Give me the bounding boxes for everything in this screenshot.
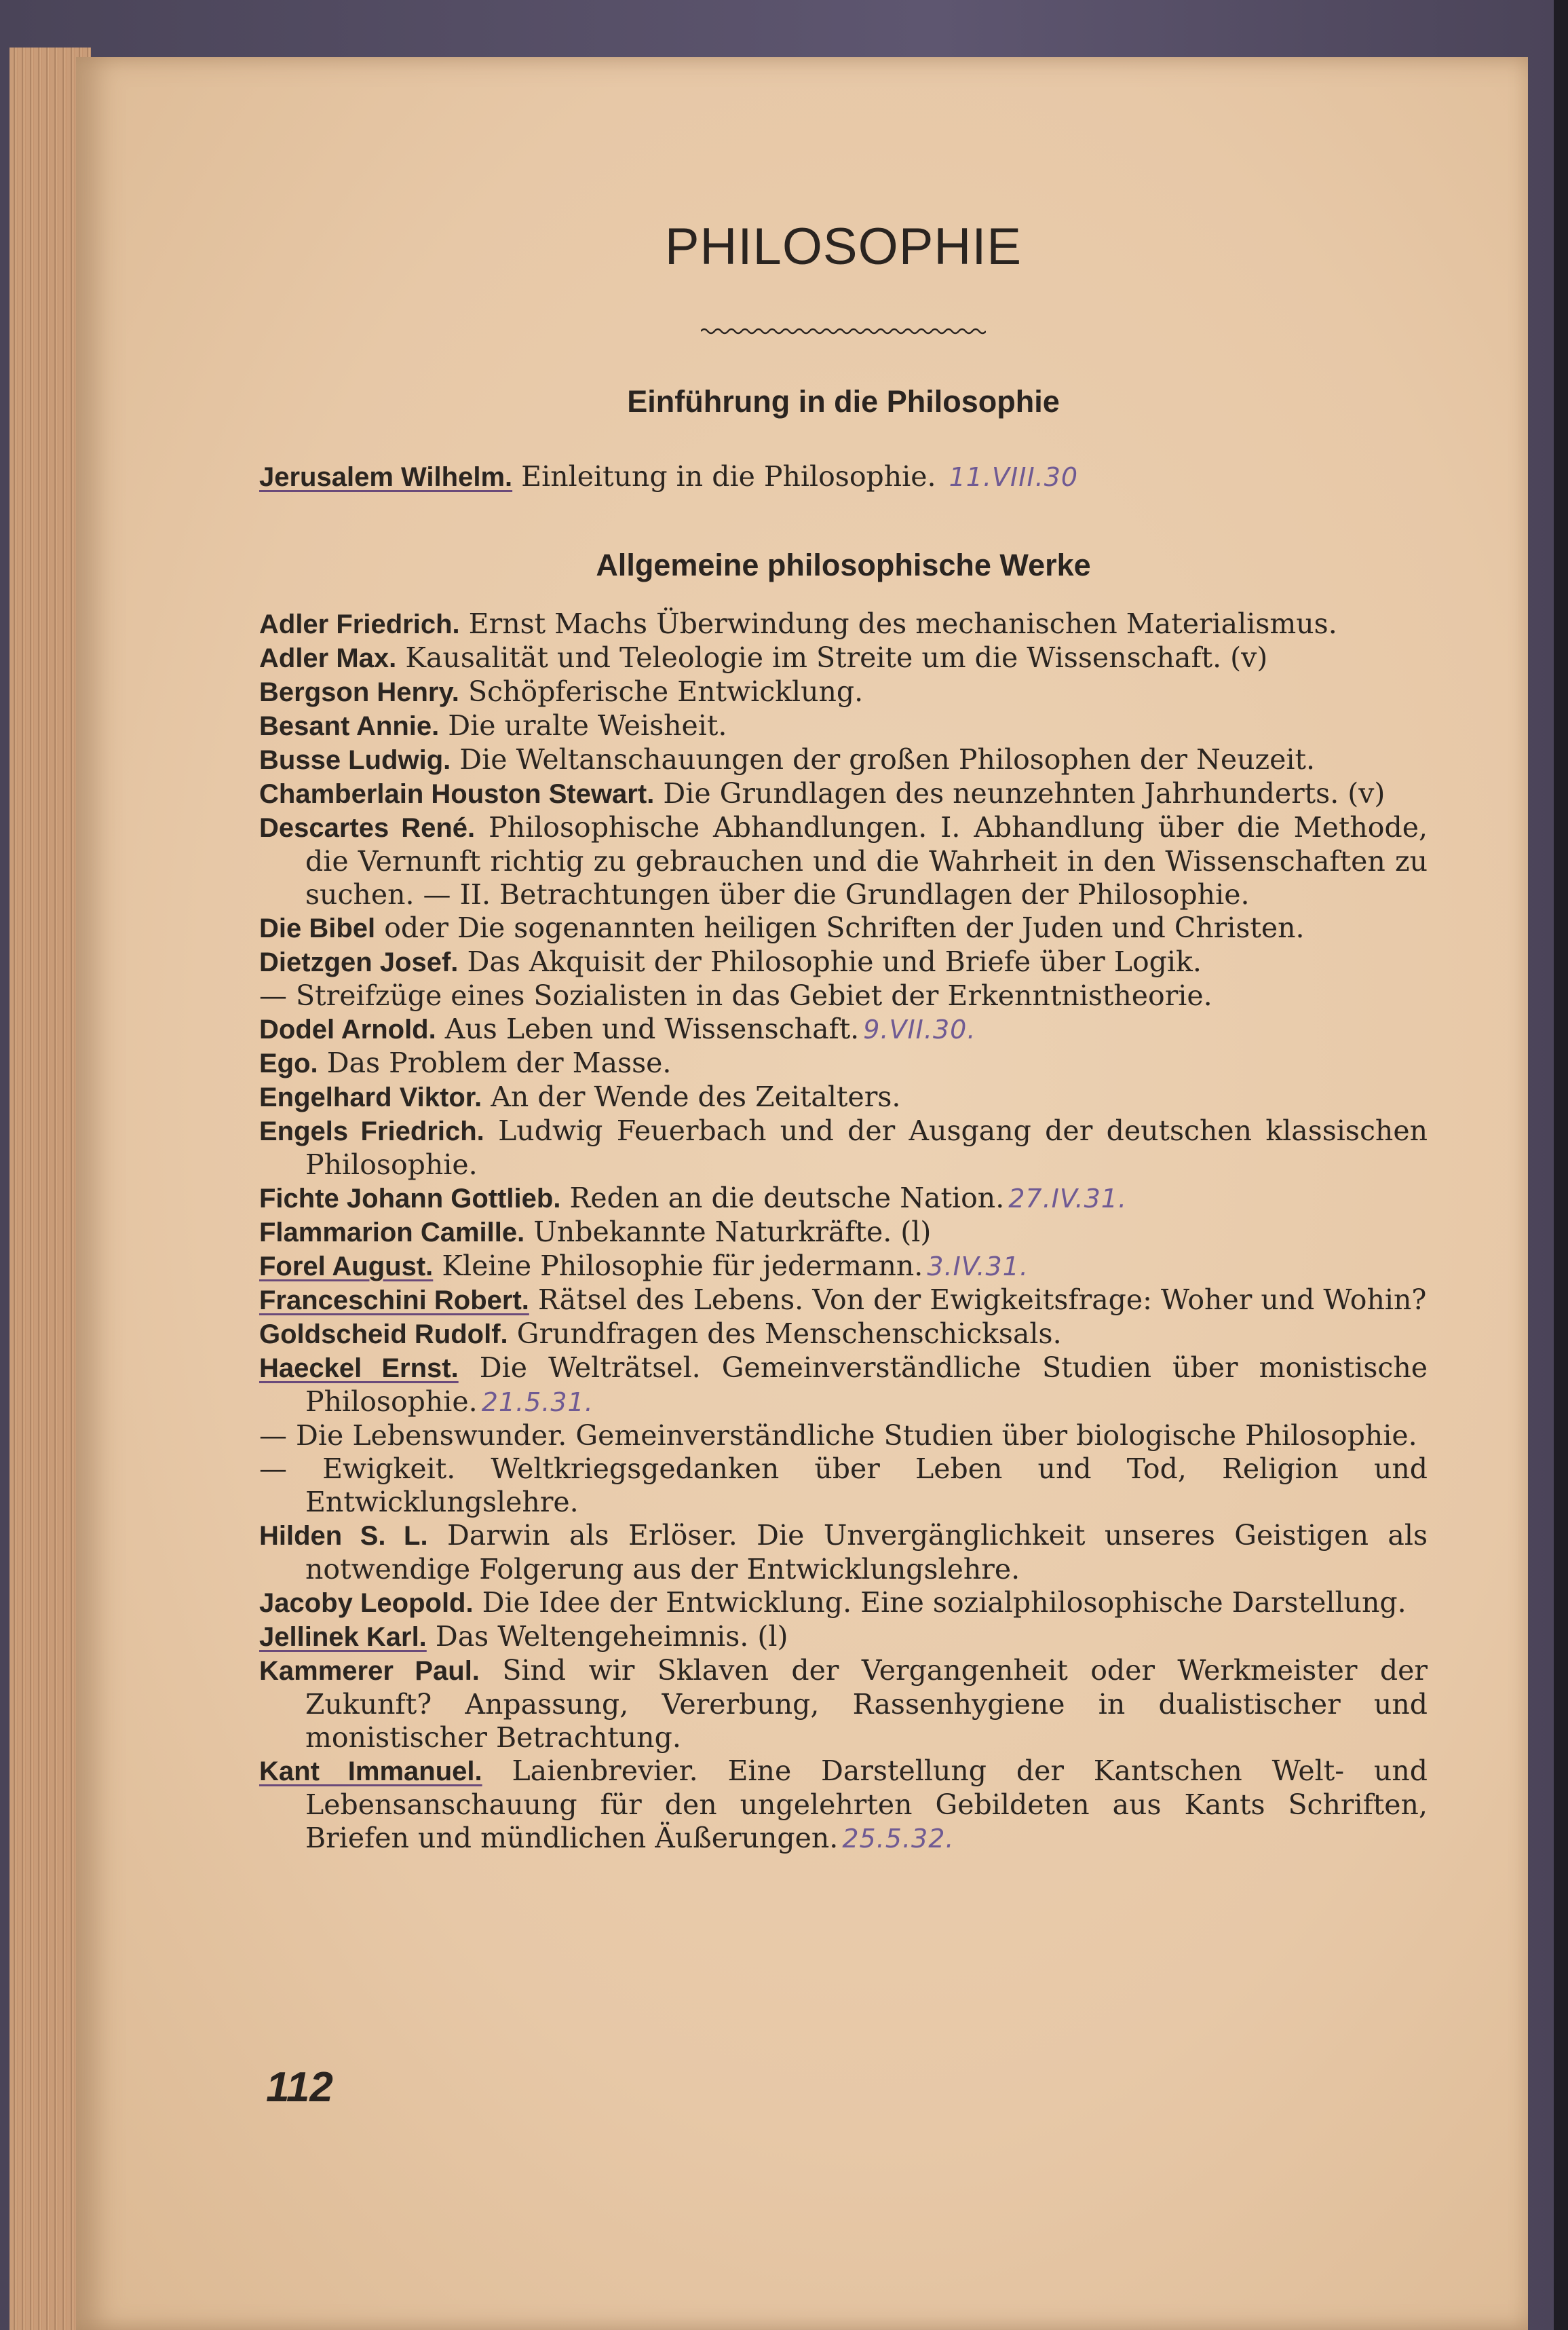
entry-author: Adler Max. (259, 643, 397, 673)
entry-work: Die Grundlagen des neunzehnten Jahrhunderts. (v) (663, 777, 1385, 810)
entry-work: Die Weltanschauungen der großen Philosophen der Neuzeit. (459, 743, 1316, 776)
entry-work: Das Akquisit der Philosophie und Briefe über Logik. (467, 945, 1202, 978)
pencil-note: 25.5.32. (842, 1824, 955, 1854)
pencil-note: 9.VII.30. (863, 1015, 976, 1045)
pencil-note: 21.5.31. (481, 1387, 594, 1417)
entry-work: Reden an die deutsche Nation. (569, 1182, 1005, 1214)
list-item (259, 1351, 1428, 1419)
entry-author: Engels Friedrich. (259, 1116, 484, 1146)
entry-work: Die Welträtsel. Gemeinverständliche Studien über monistische Philosophie. (305, 1351, 1428, 1418)
entry-work: Sind wir Sklaven der Vergangenheit oder Werkmeister der Zukunft? Anpassung, Vererbung, Rassenhygiene in dualistischer und monistischer Betrachtung. (305, 1654, 1428, 1754)
entry-work: Darwin als Erlöser. Die Unvergänglichkeit unseres Geistigen als notwendige Folgerung aus der Entwicklungslehre. (305, 1519, 1428, 1585)
list-item (259, 1754, 1428, 1856)
list-item (259, 1317, 1428, 1351)
entry-work: Kausalität und Teleologie im Streite um die Wissenschaft. (v) (405, 641, 1268, 674)
list-item (259, 1419, 1428, 1452)
pencil-note: 3.IV.31. (927, 1252, 1029, 1281)
entry-author: Hilden S. L. (259, 1521, 428, 1551)
entry-work: — Ewigkeit. Weltkriegsgedanken über Leben und Tod, Religion und Entwicklungslehre. (259, 1452, 1428, 1518)
entry-author: Die Bibel (259, 914, 376, 943)
list-item (259, 945, 1428, 979)
entry-author: Dietzgen Josef. (259, 947, 459, 977)
entry-work: Die uralte Weisheit. (448, 709, 727, 742)
list-item (259, 912, 1428, 945)
entry-work: Laienbrevier. Eine Darstellung der Kantschen Welt- und Lebensanschauung für den ungelehrten Gebildeten aus Kants Schriften, Briefen und mündlichen Äußerungen. (305, 1754, 1428, 1854)
entry-author: Dodel Arnold. (259, 1015, 436, 1045)
entry-work: Philosophische Abhandlungen. I. Abhandlung über die Methode, die Vernunft richtig zu gebrauchen und die Wahrheit in den Wissenschaften zu suchen. — II. Betrachtungen über die Grundlagen der Philosophie. (305, 811, 1428, 911)
entry-work: Ernst Machs Überwindung des mechanischen Materialismus. (468, 607, 1337, 640)
section-heading-general-works: Allgemeine philosophische Werke (596, 548, 1091, 582)
entry-author: Haeckel Ernst. (259, 1353, 459, 1383)
entry-work: — Die Lebenswunder. Gemeinverständliche Studien über biologische Philosophie. (259, 1419, 1417, 1452)
entry-list (259, 607, 1428, 1856)
list-item (259, 709, 1428, 743)
entry-work: — Streifzüge eines Sozialisten in das Gebiet der Erkenntnistheorie. (259, 979, 1212, 1012)
entry-author: Busse Ludwig. (259, 745, 451, 775)
entry-author: Adler Friedrich. (259, 609, 460, 639)
entry-work: Rätsel des Lebens. Von der Ewigkeitsfrage: Woher und Wohin? (537, 1283, 1427, 1316)
entry-work: Ludwig Feuerbach und der Ausgang der deutschen klassischen Philosophie. (305, 1114, 1428, 1181)
section-heading-introduction: Einführung in die Philosophie (627, 384, 1060, 419)
list-item (259, 777, 1428, 811)
list-item (259, 1216, 1428, 1249)
entry-work: Die Idee der Entwicklung. Eine sozialphilosophische Darstellung. (482, 1586, 1407, 1619)
entry-author: Goldscheid Rudolf. (259, 1319, 508, 1349)
entry-work: Das Weltengeheimnis. (l) (435, 1620, 788, 1653)
entry-work: An der Wende des Zeitalters. (491, 1081, 901, 1113)
list-item (259, 1249, 1428, 1283)
list-item (259, 1586, 1428, 1620)
list-item (259, 1452, 1428, 1519)
entry-author: Descartes René. (259, 813, 476, 843)
entry-author: Fichte Johann Gottlieb. (259, 1184, 561, 1214)
list-item (259, 1519, 1428, 1586)
entry-author: Forel August. (259, 1252, 434, 1281)
entry-author: Jacoby Leopold. (259, 1588, 474, 1618)
entry-author: Bergson Henry. (259, 677, 459, 707)
pencil-note: 27.IV.31. (1008, 1184, 1128, 1214)
list-item (259, 1182, 1428, 1216)
entry-author: Chamberlain Houston Stewart. (259, 779, 655, 809)
page-content (259, 217, 1428, 1856)
entry-work: Unbekannte Naturkräfte. (l) (533, 1216, 932, 1248)
list-item (259, 1114, 1428, 1182)
entry-work: Das Problem der Masse. (326, 1047, 672, 1079)
entry-author: Jerusalem Wilhelm. (259, 462, 513, 492)
list-item (259, 1047, 1428, 1081)
list-item (259, 743, 1428, 777)
page-title: PHILOSOPHIE (664, 218, 1022, 276)
entry-author: Ego. (259, 1049, 318, 1078)
list-item (259, 607, 1428, 641)
entry-author: Kant Immanuel. (259, 1756, 482, 1786)
page-number: 112 (266, 2064, 333, 2111)
entry-work: Kleine Philosophie für jedermann. (442, 1249, 923, 1282)
list-item (259, 1013, 1428, 1047)
list-item (259, 675, 1428, 709)
list-item (259, 1620, 1428, 1654)
entry-work: Schöpferische Entwicklung. (467, 675, 864, 708)
entry-author: Besant Annie. (259, 711, 440, 741)
entry-work: oder Die sogenannten heiligen Schriften der Juden und Christen. (384, 912, 1305, 944)
list-item (259, 1283, 1428, 1317)
entry-work: Grundfragen des Menschenschicksals. (516, 1317, 1062, 1350)
entry-author: Engelhard Viktor. (259, 1083, 482, 1112)
list-item (259, 641, 1428, 675)
entry-author: Kammerer Paul. (259, 1656, 480, 1686)
pencil-note: 11.VIII.30 (949, 462, 1079, 492)
list-item (259, 811, 1428, 912)
intro-entry (259, 459, 1428, 495)
title-ornament (701, 326, 986, 337)
list-item (259, 979, 1428, 1013)
list-item (259, 1654, 1428, 1754)
entry-author: Franceschini Robert. (259, 1285, 529, 1315)
list-item (259, 1081, 1428, 1114)
entry-work: Aus Leben und Wissenschaft. (444, 1013, 860, 1045)
entry-author: Jellinek Karl. (259, 1622, 427, 1652)
entry-author: Flammarion Camille. (259, 1218, 525, 1247)
entry-work: Einleitung in die Philosophie. (521, 460, 936, 493)
